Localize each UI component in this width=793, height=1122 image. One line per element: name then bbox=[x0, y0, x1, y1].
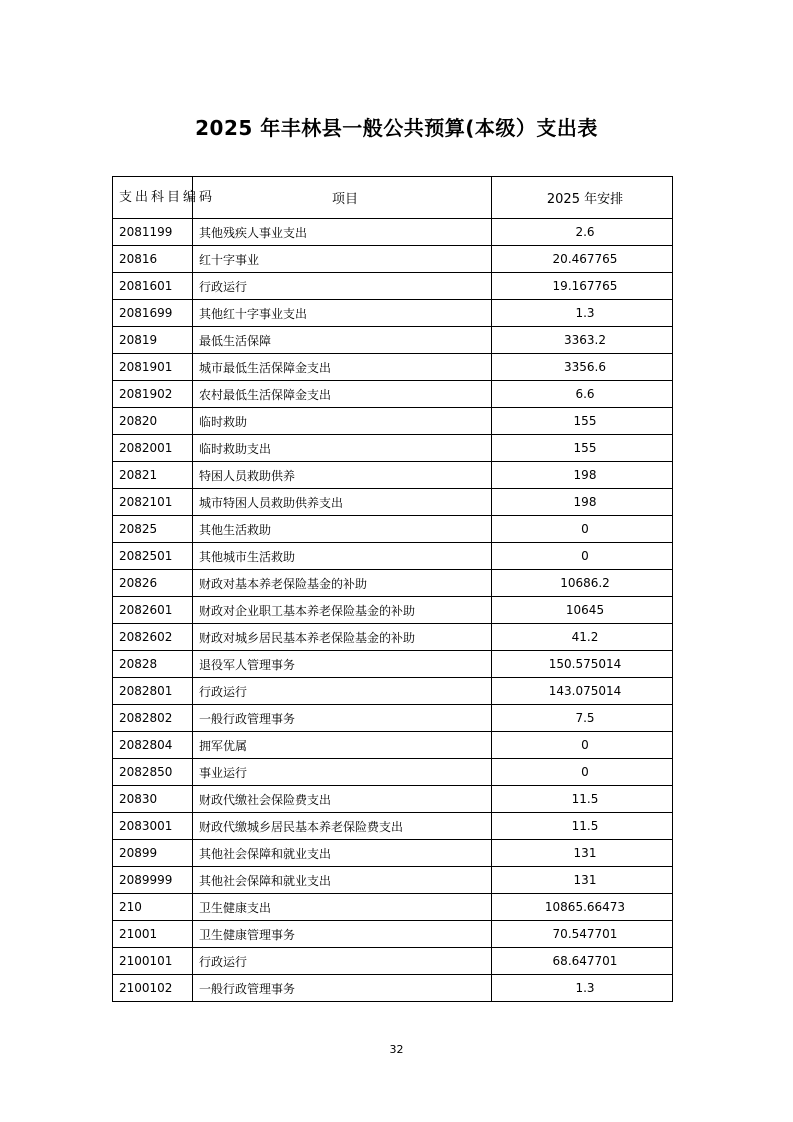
cell-amount: 11.5 bbox=[492, 813, 673, 840]
table-header-row bbox=[113, 177, 673, 219]
cell-code: 20820 bbox=[113, 408, 193, 435]
cell-amount: 20.467765 bbox=[492, 246, 673, 273]
table-row bbox=[113, 570, 673, 597]
cell-code: 2100102 bbox=[113, 975, 193, 1002]
table-row bbox=[113, 840, 673, 867]
cell-item: 其他社会保障和就业支出 bbox=[193, 867, 492, 894]
cell-item: 其他生活救助 bbox=[193, 516, 492, 543]
cell-amount: 198 bbox=[492, 489, 673, 516]
cell-amount: 11.5 bbox=[492, 786, 673, 813]
cell-amount: 0 bbox=[492, 543, 673, 570]
cell-amount: 155 bbox=[492, 435, 673, 462]
table-row bbox=[113, 354, 673, 381]
cell-code: 20819 bbox=[113, 327, 193, 354]
table-row bbox=[113, 948, 673, 975]
header-code: 支出科目编码 bbox=[113, 177, 193, 219]
cell-code: 2100101 bbox=[113, 948, 193, 975]
cell-code: 2082101 bbox=[113, 489, 193, 516]
cell-code: 2081601 bbox=[113, 273, 193, 300]
cell-item: 其他红十字事业支出 bbox=[193, 300, 492, 327]
cell-code: 2082804 bbox=[113, 732, 193, 759]
cell-code: 2082801 bbox=[113, 678, 193, 705]
cell-item: 红十字事业 bbox=[193, 246, 492, 273]
cell-code: 2082501 bbox=[113, 543, 193, 570]
cell-amount: 3363.2 bbox=[492, 327, 673, 354]
table-row bbox=[113, 489, 673, 516]
cell-code: 21001 bbox=[113, 921, 193, 948]
cell-code: 2082602 bbox=[113, 624, 193, 651]
cell-code: 20830 bbox=[113, 786, 193, 813]
cell-amount: 19.167765 bbox=[492, 273, 673, 300]
cell-amount: 7.5 bbox=[492, 705, 673, 732]
table-row bbox=[113, 894, 673, 921]
table-row bbox=[113, 921, 673, 948]
cell-item: 财政代缴城乡居民基本养老保险费支出 bbox=[193, 813, 492, 840]
cell-code: 20816 bbox=[113, 246, 193, 273]
page-number: 32 bbox=[389, 1043, 404, 1056]
cell-item: 财政对基本养老保险基金的补助 bbox=[193, 570, 492, 597]
header-amount: 2025 年安排 bbox=[492, 177, 673, 219]
cell-code: 2082001 bbox=[113, 435, 193, 462]
table-row bbox=[113, 759, 673, 786]
table-row bbox=[113, 543, 673, 570]
cell-item: 行政运行 bbox=[193, 678, 492, 705]
cell-code: 2082601 bbox=[113, 597, 193, 624]
cell-amount: 198 bbox=[492, 462, 673, 489]
cell-item: 财政对企业职工基本养老保险基金的补助 bbox=[193, 597, 492, 624]
cell-code: 2082802 bbox=[113, 705, 193, 732]
cell-item: 最低生活保障 bbox=[193, 327, 492, 354]
table-row bbox=[113, 624, 673, 651]
cell-item: 一般行政管理事务 bbox=[193, 975, 492, 1002]
cell-code: 2082850 bbox=[113, 759, 193, 786]
cell-code: 20825 bbox=[113, 516, 193, 543]
table-row bbox=[113, 435, 673, 462]
cell-item: 一般行政管理事务 bbox=[193, 705, 492, 732]
table-row bbox=[113, 786, 673, 813]
cell-amount: 131 bbox=[492, 867, 673, 894]
cell-item: 财政代缴社会保险费支出 bbox=[193, 786, 492, 813]
cell-amount: 10865.66473 bbox=[492, 894, 673, 921]
table-row bbox=[113, 327, 673, 354]
table-row bbox=[113, 732, 673, 759]
cell-item: 城市特困人员救助供养支出 bbox=[193, 489, 492, 516]
table-row bbox=[113, 867, 673, 894]
cell-item: 农村最低生活保障金支出 bbox=[193, 381, 492, 408]
table-row bbox=[113, 462, 673, 489]
cell-item: 卫生健康支出 bbox=[193, 894, 492, 921]
cell-item: 卫生健康管理事务 bbox=[193, 921, 492, 948]
cell-amount: 131 bbox=[492, 840, 673, 867]
cell-code: 20828 bbox=[113, 651, 193, 678]
table-row bbox=[113, 516, 673, 543]
table-row bbox=[113, 975, 673, 1002]
table-row bbox=[113, 597, 673, 624]
cell-amount: 10686.2 bbox=[492, 570, 673, 597]
table-row bbox=[113, 678, 673, 705]
cell-amount: 0 bbox=[492, 759, 673, 786]
cell-amount: 70.547701 bbox=[492, 921, 673, 948]
cell-amount: 3356.6 bbox=[492, 354, 673, 381]
cell-amount: 1.3 bbox=[492, 975, 673, 1002]
table-row bbox=[113, 408, 673, 435]
cell-amount: 68.647701 bbox=[492, 948, 673, 975]
cell-item: 事业运行 bbox=[193, 759, 492, 786]
cell-item: 财政对城乡居民基本养老保险基金的补助 bbox=[193, 624, 492, 651]
cell-code: 2083001 bbox=[113, 813, 193, 840]
table-row bbox=[113, 219, 673, 246]
table-body bbox=[113, 219, 673, 1002]
cell-code: 2089999 bbox=[113, 867, 193, 894]
cell-item: 临时救助支出 bbox=[193, 435, 492, 462]
cell-code: 210 bbox=[113, 894, 193, 921]
cell-item: 行政运行 bbox=[193, 273, 492, 300]
table-row bbox=[113, 813, 673, 840]
table-row bbox=[113, 273, 673, 300]
cell-code: 2081199 bbox=[113, 219, 193, 246]
table-row bbox=[113, 651, 673, 678]
cell-amount: 143.075014 bbox=[492, 678, 673, 705]
page-title: 2025 年丰林县一般公共预算(本级）支出表 bbox=[195, 116, 598, 140]
cell-code: 20821 bbox=[113, 462, 193, 489]
cell-amount: 0 bbox=[492, 732, 673, 759]
cell-item: 其他社会保障和就业支出 bbox=[193, 840, 492, 867]
cell-code: 2081902 bbox=[113, 381, 193, 408]
table-row bbox=[113, 705, 673, 732]
cell-amount: 155 bbox=[492, 408, 673, 435]
cell-amount: 10645 bbox=[492, 597, 673, 624]
cell-amount: 41.2 bbox=[492, 624, 673, 651]
cell-item: 特困人员救助供养 bbox=[193, 462, 492, 489]
cell-item: 临时救助 bbox=[193, 408, 492, 435]
table-row bbox=[113, 300, 673, 327]
table-row bbox=[113, 381, 673, 408]
cell-code: 2081699 bbox=[113, 300, 193, 327]
cell-item: 城市最低生活保障金支出 bbox=[193, 354, 492, 381]
cell-code: 2081901 bbox=[113, 354, 193, 381]
cell-item: 其他残疾人事业支出 bbox=[193, 219, 492, 246]
budget-table bbox=[112, 176, 673, 1002]
cell-amount: 0 bbox=[492, 516, 673, 543]
table-row bbox=[113, 246, 673, 273]
cell-amount: 1.3 bbox=[492, 300, 673, 327]
cell-amount: 6.6 bbox=[492, 381, 673, 408]
cell-amount: 150.575014 bbox=[492, 651, 673, 678]
cell-item: 其他城市生活救助 bbox=[193, 543, 492, 570]
header-item: 项目 bbox=[193, 177, 492, 219]
cell-code: 20826 bbox=[113, 570, 193, 597]
cell-item: 拥军优属 bbox=[193, 732, 492, 759]
cell-amount: 2.6 bbox=[492, 219, 673, 246]
cell-item: 退役军人管理事务 bbox=[193, 651, 492, 678]
cell-code: 20899 bbox=[113, 840, 193, 867]
cell-item: 行政运行 bbox=[193, 948, 492, 975]
